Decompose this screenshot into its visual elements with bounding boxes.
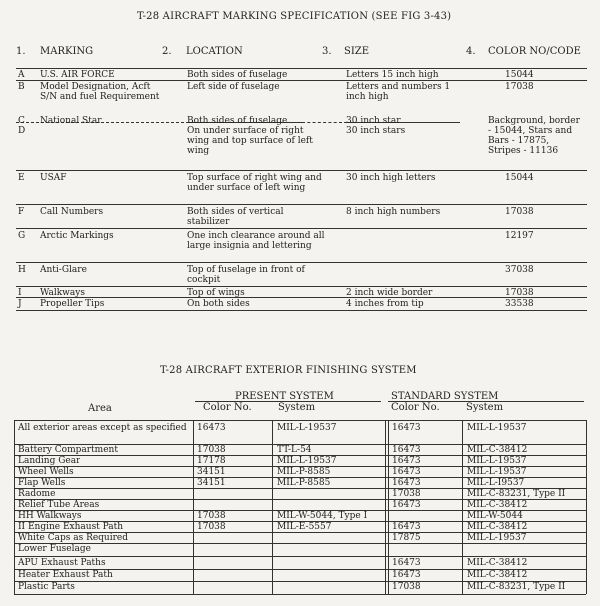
row-divider-dashed	[302, 122, 342, 123]
row-location: On under surface of right wing and top surface of left wing	[187, 126, 313, 156]
row-marking: Arctic Markings	[40, 231, 114, 241]
area-cell: Landing Gear	[18, 456, 81, 466]
standard-color-cell: 16473	[392, 500, 421, 510]
col-divider	[272, 420, 273, 594]
table-top-border	[14, 420, 586, 421]
row-color: 12197	[505, 231, 534, 241]
standard-color-header: Color No.	[391, 402, 440, 413]
standard-system-cell: MIL-L-19537	[467, 467, 527, 477]
standard-color-cell: 16473	[392, 478, 421, 488]
row-size: 30 inch stars	[346, 126, 406, 136]
standard-system-cell: MIL-L-19537	[467, 456, 527, 466]
present-system-header: System	[278, 402, 316, 413]
area-cell: Flap Wells	[18, 478, 66, 488]
standard-color-cell: 16473	[392, 558, 421, 568]
standard-color-cell: 16473	[392, 423, 421, 433]
row-divider	[16, 297, 587, 298]
row-color: 17038	[505, 82, 534, 92]
row-color: 15044	[505, 173, 534, 183]
row-location: Both sides of fuselage	[187, 70, 288, 80]
row-location: Left side of fuselage	[187, 82, 280, 92]
row-divider	[16, 170, 587, 171]
present-color-cell: 17038	[197, 511, 226, 521]
present-system-cell: MIL-E-5557	[277, 522, 332, 532]
row-size: 30 inch high letters	[346, 173, 436, 183]
present-system-cell: MIL-L-19537	[277, 456, 337, 466]
standard-system-cell: MIL-L-19537	[467, 533, 527, 543]
area-cell: Battery Compartment	[18, 445, 118, 455]
row-id: B	[18, 82, 25, 92]
area-cell: Heater Exhaust Path	[18, 570, 113, 580]
row-id: F	[18, 207, 25, 217]
table-bottom-border	[14, 594, 586, 595]
standard-color-cell: 16473	[392, 445, 421, 455]
row-marking: Walkways	[40, 288, 85, 298]
present-system-cell: MIL-L-19537	[277, 423, 337, 433]
row-marking: Anti-Glare	[40, 265, 87, 275]
row-color: 15044	[505, 70, 534, 80]
standard-color-cell: 17875	[392, 533, 421, 543]
standard-system-cell: MIL-C-83231, Type II	[467, 489, 566, 499]
standard-system-cell: MIL-C-38412	[467, 558, 528, 568]
area-cell: HH Walkways	[18, 511, 82, 521]
standard-system-cell: MIL-C-38412	[467, 522, 528, 532]
row-marking: USAF	[40, 173, 67, 183]
row-size: 30 inch star	[346, 116, 401, 126]
col-divider	[193, 420, 194, 594]
table-left-border	[14, 420, 15, 594]
row-marking: National Star	[40, 116, 102, 126]
row-location: Top surface of right wing and under surface of left wing	[187, 173, 322, 193]
row-color: Background, border - 15044, Stars and Bars - 17875, Stripes - 11136	[488, 116, 580, 156]
present-color-cell: 34151	[197, 467, 226, 477]
col-divider	[462, 420, 463, 594]
row-id: G	[18, 231, 26, 241]
area-cell: Plastic Parts	[18, 582, 75, 592]
row-divider	[16, 310, 587, 311]
row-divider	[16, 204, 587, 205]
present-system-label: PRESENT SYSTEM	[235, 391, 334, 402]
present-color-cell: 34151	[197, 478, 226, 488]
area-cell: Lower Fuselage	[18, 544, 91, 554]
row-id: E	[18, 173, 25, 183]
standard-system-cell: MIL-C-83231, Type II	[467, 582, 566, 592]
present-color-header: Color No.	[203, 402, 252, 413]
row-location: Top of wings	[187, 288, 245, 298]
standard-color-cell: 16473	[392, 456, 421, 466]
col-num-1: 1.	[16, 46, 26, 57]
present-color-cell: 17038	[197, 445, 226, 455]
standard-system-label: STANDARD SYSTEM	[391, 391, 499, 402]
area-cell: Relief Tube Areas	[18, 500, 100, 510]
standard-color-cell: 16473	[392, 467, 421, 477]
row-marking: Call Numbers	[40, 207, 104, 217]
row-marking: U.S. AIR FORCE	[40, 70, 115, 80]
present-color-cell: 17178	[197, 456, 226, 466]
row-location: Top of fuselage in front of cockpit	[187, 265, 305, 285]
row-location: On both sides	[187, 299, 250, 309]
row-id: J	[18, 299, 22, 309]
present-system-cell: MIL-P-8585	[277, 467, 331, 477]
row-color: 37038	[505, 265, 534, 275]
col-header-color: COLOR NO/CODE	[488, 46, 581, 57]
row-location: Both sides of vertical stabilizer	[187, 207, 284, 227]
col-num-2: 2.	[162, 46, 172, 57]
standard-color-cell: 16473	[392, 522, 421, 532]
area-cell: White Caps as Required	[18, 533, 128, 543]
col-divider	[388, 420, 389, 594]
area-cell: Radome	[18, 489, 56, 499]
row-size: 4 inches from tip	[346, 299, 424, 309]
finishing-system-title: T-28 AIRCRAFT EXTERIOR FINISHING SYSTEM	[160, 365, 417, 376]
present-system-cell: MIL-W-5044, Type I	[277, 511, 368, 521]
area-header: Area	[88, 403, 112, 414]
standard-color-cell: 16473	[392, 570, 421, 580]
standard-system-cell: MIL-C-38412	[467, 445, 528, 455]
area-cell: Wheel Wells	[18, 467, 74, 477]
area-cell: II Engine Exhaust Path	[18, 522, 124, 532]
standard-system-cell: MIL-L-19537	[467, 423, 527, 433]
area-cell: APU Exhaust Paths	[18, 558, 106, 568]
row-id: D	[18, 126, 26, 136]
row-divider	[16, 228, 587, 229]
standard-system-cell: MIL-C-38412	[467, 570, 528, 580]
standard-color-cell: 17038	[392, 489, 421, 499]
present-system-cell: MIL-P-8585	[277, 478, 331, 488]
row-color: 17038	[505, 288, 534, 298]
row-size: 8 inch high numbers	[346, 207, 441, 217]
row-divider	[16, 262, 587, 263]
row-location: One inch clearance around all large insignia and lettering	[187, 231, 325, 251]
row-color: 33538	[505, 299, 534, 309]
col-header-marking: MARKING	[40, 46, 94, 57]
row-id: I	[18, 288, 22, 298]
present-color-cell: 16473	[197, 423, 226, 433]
row-size: Letters 15 inch high	[346, 70, 439, 80]
col-header-size: SIZE	[344, 46, 370, 57]
row-divider	[16, 68, 587, 69]
row-size: Letters and numbers 1 inch high	[346, 82, 451, 102]
row-location: Both sides of fuselage	[187, 116, 288, 126]
row-divider	[14, 556, 586, 557]
row-divider	[16, 286, 587, 287]
col-header-location: LOCATION	[186, 46, 243, 57]
table-right-border	[586, 420, 587, 594]
row-id: H	[18, 265, 26, 275]
col-divider	[385, 420, 386, 594]
row-divider	[14, 543, 586, 544]
standard-color-cell: 17038	[392, 582, 421, 592]
area-cell: All exterior areas except as specified	[18, 423, 187, 433]
col-num-4: 4.	[466, 46, 476, 57]
present-color-cell: 17038	[197, 522, 226, 532]
row-color: 17038	[505, 207, 534, 217]
row-id: A	[18, 70, 25, 80]
row-marking: Propeller Tips	[40, 299, 105, 309]
marking-spec-title: T-28 AIRCRAFT MARKING SPECIFICATION (SEE FIG 3-43)	[137, 11, 452, 22]
present-system-cell: TT-L-54	[277, 445, 312, 455]
row-size: 2 inch wide border	[346, 288, 433, 298]
row-id: C	[18, 116, 25, 126]
standard-system-cell: MIL-W-5044	[467, 511, 523, 521]
standard-system-cell: MIL-C-38412	[467, 500, 528, 510]
standard-system-header: System	[466, 402, 504, 413]
row-divider	[16, 80, 587, 81]
standard-system-cell: MIL-L-I9537	[467, 478, 525, 488]
col-num-3: 3.	[322, 46, 332, 57]
row-marking: Model Designation, Acft S/N and fuel Requirement	[40, 82, 160, 102]
